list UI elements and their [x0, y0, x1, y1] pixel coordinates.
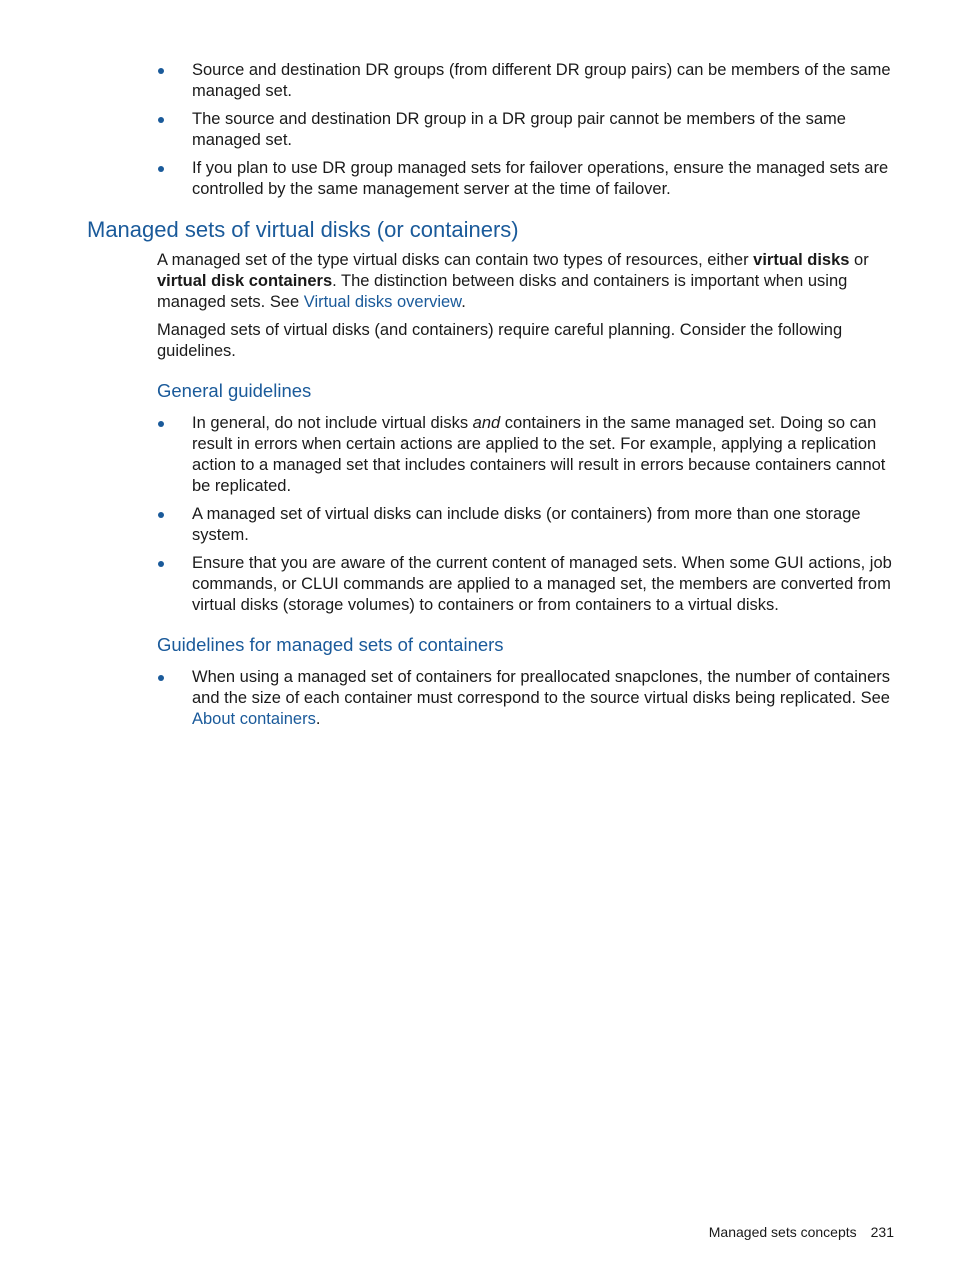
bullet-text: The source and destination DR group in a DR group pair cannot be members of the same managed set. — [192, 110, 846, 149]
bullet-icon — [158, 117, 164, 123]
virtual-disks-overview-link[interactable]: Virtual disks overview — [303, 293, 462, 311]
emphasis-text: and — [472, 414, 501, 432]
bullet-text: Source and destination DR groups (from different DR group pairs) can be members of the same managed set. — [192, 61, 891, 100]
intro-text: or — [849, 251, 869, 269]
term-virtual-disks: virtual disks — [753, 251, 850, 269]
bullet-text: A managed set of virtual disks can include disks (or containers) from more than one storage system. — [192, 505, 861, 544]
about-containers-link[interactable]: About containers — [192, 710, 316, 728]
intro-paragraph — [157, 250, 897, 313]
section-title: Managed sets of virtual disks (or containers) — [87, 217, 519, 242]
intro-text: A managed set of the type virtual disks can contain two types of resources, either — [157, 251, 754, 269]
page-footer — [600, 1222, 894, 1242]
list-item — [156, 553, 897, 616]
bullet-icon — [158, 421, 164, 427]
bullet-icon — [158, 561, 164, 567]
bullet-text: If you plan to use DR group managed sets for failover operations, ensure the managed sets are controlled by the same management server at the time of failover. — [192, 159, 889, 198]
planning-paragraph: Managed sets of virtual disks (and containers) require careful planning. Consider the following guidelines. — [157, 321, 843, 360]
general-guidelines-heading: General guidelines — [157, 380, 312, 401]
footer-label: Managed sets concepts — [708, 1224, 857, 1240]
containers-guidelines-heading: Guidelines for managed sets of containers — [157, 634, 504, 655]
bullet-icon — [158, 166, 164, 172]
intro-text: . — [461, 293, 466, 311]
top-bullet-list — [156, 60, 898, 207]
list-item — [156, 109, 898, 151]
page-number: 231 — [870, 1224, 894, 1240]
bullet-icon — [158, 68, 164, 74]
list-item — [156, 504, 897, 546]
general-guidelines-list — [156, 413, 897, 616]
bullet-text: Ensure that you are aware of the current content of managed sets. When some GUI actions, job commands, or CLUI commands are applied to a managed set, the members are converted from virtual disks (storage volumes) to containers or from containers to a virtual disks. — [192, 554, 892, 614]
containers-guidelines-list — [156, 667, 897, 730]
bullet-text: In general, do not include virtual disks — [192, 414, 473, 432]
list-item — [156, 60, 898, 102]
intro-text: . The distinction between disks and containers is important when using managed sets. See — [157, 272, 848, 311]
term-virtual-disk-containers: virtual disk containers — [157, 272, 333, 290]
bullet-text: containers in the same managed set. Doing so can result in errors when certain actions are applied to the set. For example, applying a replication action to a managed set that includes containers will result in errors because containers cannot be replicated. — [192, 414, 886, 495]
section-body — [157, 250, 897, 737]
list-item — [156, 667, 897, 730]
list-item — [156, 413, 897, 497]
bullet-text: When using a managed set of containers for preallocated snapclones, the number of containers and the size of each container must correspond to the source virtual disks being replicated. See — [192, 668, 891, 707]
bullet-icon — [158, 512, 164, 518]
list-item — [156, 158, 898, 200]
bullet-text: . — [315, 710, 321, 728]
bullet-icon — [158, 675, 164, 681]
